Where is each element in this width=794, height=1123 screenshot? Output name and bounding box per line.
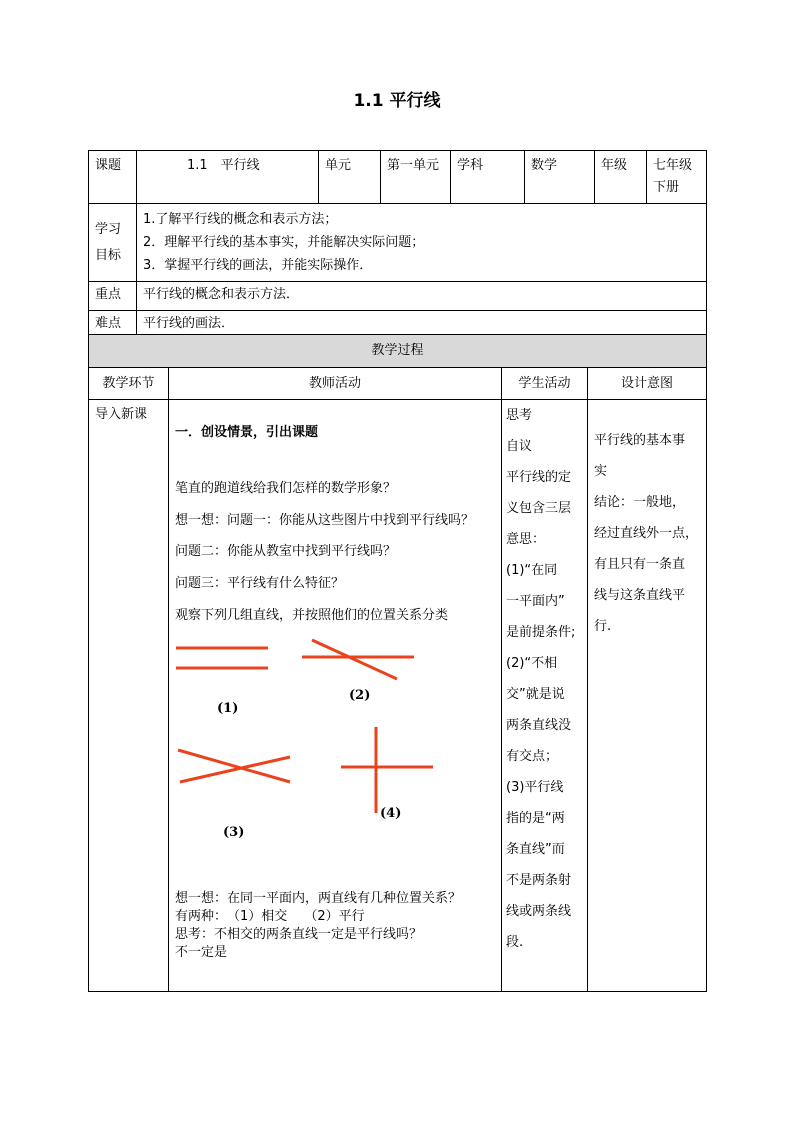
student-line: 两条直线没 (506, 718, 572, 733)
header-teacher: 教师活动 (169, 368, 502, 400)
design-line: 行. (594, 619, 612, 634)
page-title: 1.1 平行线 (353, 91, 441, 111)
objectives-list (137, 204, 707, 282)
teacher-activity (169, 400, 502, 992)
teacher-line: 想一想：问题一：你能从这些图片中找到平行线吗？ (175, 513, 475, 528)
unit-label: 单元 (319, 151, 381, 204)
header-student: 学生活动 (502, 368, 588, 400)
grade-label: 年级 (595, 151, 647, 204)
design-line: 实 (594, 464, 608, 479)
design-line: 结论：一般地， (594, 495, 686, 510)
student-line: 是前提条件; (506, 625, 576, 640)
student-activity (502, 400, 588, 992)
teacher-line: 想一想：在同一平面内，两直线有几种位置关系？ (175, 891, 462, 906)
student-line: (3)平行线 (506, 780, 564, 795)
objective-item: 2．理解平行线的基本事实，并能解决实际问题； (143, 235, 425, 250)
key-point-label: 重点 (89, 282, 137, 311)
line-figures (169, 625, 502, 855)
figure-label-1: (1) (217, 701, 239, 716)
objectives-label: 学习目标 (89, 204, 137, 282)
header-design: 设计意图 (588, 368, 707, 400)
difficulty-label: 难点 (89, 311, 137, 340)
design-line: 线与这条直线平 (594, 588, 686, 603)
student-line: 自议 (506, 439, 533, 454)
design-line: 有且只有一条直 (594, 557, 686, 572)
teacher-line: 笔直的跑道线给我们怎样的数学形象？ (175, 481, 397, 496)
teacher-line: 思考：不相交的两条直线一定是平行线吗？ (175, 927, 423, 942)
student-line: 指的是“两 (506, 811, 565, 826)
student-line: 平行线的定 (506, 470, 572, 485)
objective-item: 1.了解平行线的概念和表示方法； (143, 212, 338, 227)
figure-label-3: (3) (223, 825, 245, 840)
key-point-value: 平行线的概念和表示方法． (137, 282, 707, 311)
student-line: 不是两条射 (506, 873, 572, 888)
student-line: 段. (506, 935, 524, 950)
student-line: (2)“不相 (506, 656, 558, 671)
student-line: 有交点； (506, 749, 559, 764)
section-heading: 一．创设情景，引出课题 (175, 425, 319, 440)
lesson-info-table (88, 150, 707, 340)
teacher-line: 有两种： （1）相交 （2）平行 (175, 909, 365, 924)
process-title: 教学过程 (89, 335, 707, 368)
difficulty-value: 平行线的画法． (137, 311, 707, 340)
figure-label-4: (4) (380, 806, 402, 821)
teaching-process-table (88, 334, 707, 992)
topic-value: 1.1 平行线 (137, 151, 319, 204)
student-line: 意思： (506, 532, 546, 547)
student-line: 义包含三层 (506, 501, 572, 516)
student-line: 思考 (506, 408, 533, 423)
student-line: 线或两条线 (506, 904, 572, 919)
subject-value: 数学 (525, 151, 595, 204)
teacher-line: 问题三：平行线有什么特征？ (175, 576, 345, 591)
stage-name: 导入新课 (89, 400, 169, 992)
teacher-line: 不一定是 (175, 945, 228, 960)
student-line: 交”就是说 (506, 687, 565, 702)
grade-value: 七年级下册 (647, 151, 707, 204)
student-line: 条直线”而 (506, 842, 565, 857)
design-intent (588, 400, 707, 992)
teacher-line: 问题二：你能从教室中找到平行线吗？ (175, 544, 397, 559)
design-line: 经过直线外一点， (594, 526, 699, 541)
subject-label: 学科 (451, 151, 525, 204)
figure-label-2: (2) (349, 688, 371, 703)
design-line: 平行线的基本事 (594, 433, 686, 448)
topic-label: 课题 (89, 151, 137, 204)
objective-item: 3．掌握平行线的画法，并能实际操作． (143, 258, 373, 273)
header-stage: 教学环节 (89, 368, 169, 400)
figure2-line-b (312, 640, 397, 679)
teacher-line: 观察下列几组直线，并按照他们的位置关系分类 (175, 608, 449, 623)
unit-value: 第一单元 (381, 151, 451, 204)
student-line: 一平面内” (506, 594, 565, 609)
student-line: (1)“在同 (506, 563, 558, 578)
